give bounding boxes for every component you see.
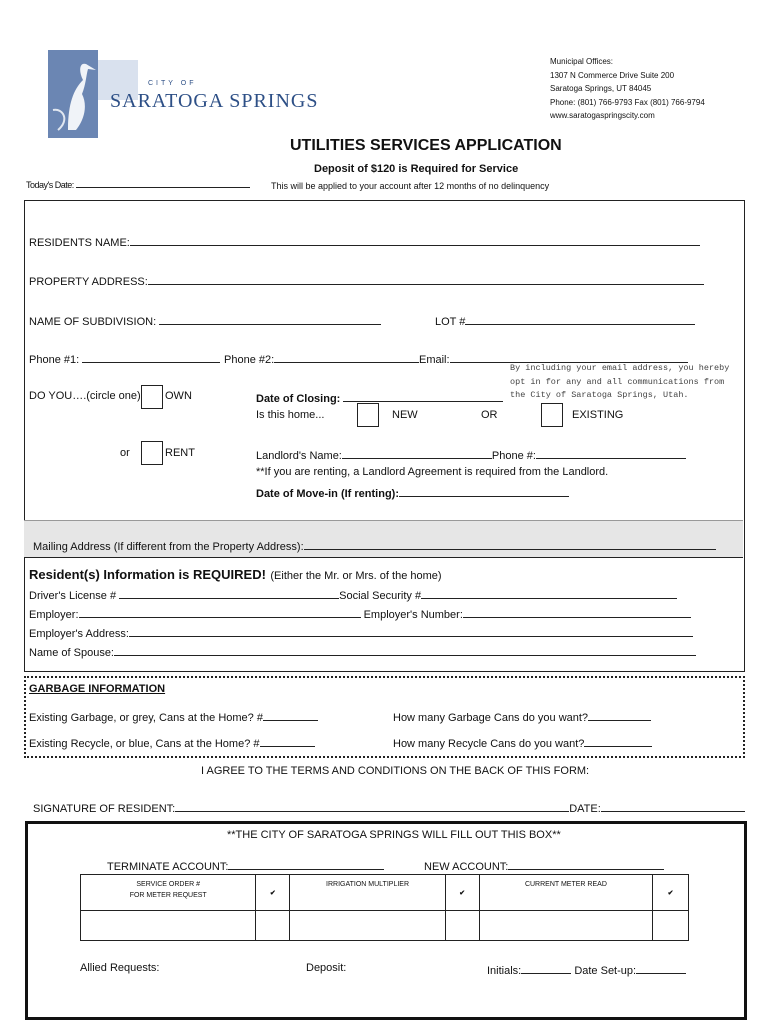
- own-checkbox[interactable]: [141, 385, 163, 409]
- landlord-name-input[interactable]: [342, 447, 492, 459]
- signature-label: SIGNATURE OF RESIDENT:: [33, 803, 176, 815]
- phone1-row: [29, 351, 220, 366]
- service-order-input[interactable]: [81, 911, 256, 941]
- ssn-label: Social Security #: [339, 590, 422, 602]
- employer-input[interactable]: [79, 606, 361, 618]
- terminate-row: [107, 858, 384, 873]
- spouse-input[interactable]: [114, 644, 696, 656]
- employer-address-row: [29, 625, 693, 640]
- signature-row: [33, 800, 745, 815]
- mailing-label: Mailing Address (If different from the Property Address):: [33, 541, 304, 553]
- new-account-input[interactable]: [508, 858, 664, 870]
- how-many-garbage-label: How many Garbage Cans do you want?: [393, 712, 589, 724]
- subdivision-input[interactable]: [159, 313, 381, 325]
- meter-table-header-row: [81, 875, 689, 911]
- deposit-line: Deposit of $120 is Required for Service: [314, 163, 519, 175]
- phone1-input[interactable]: [82, 351, 220, 363]
- office-address1: 1307 N Commerce Drive Suite 200: [550, 70, 675, 80]
- terminate-input[interactable]: [228, 858, 384, 870]
- how-many-recycle-label: How many Recycle Cans do you want?: [393, 738, 585, 750]
- existing-garbage-input[interactable]: [263, 709, 318, 721]
- irrigation-multiplier-input[interactable]: [290, 911, 446, 941]
- date-label: DATE:: [569, 803, 601, 815]
- or-label: OR: [481, 409, 498, 421]
- initials-input[interactable]: [521, 962, 571, 974]
- how-many-recycle-row: [393, 735, 652, 750]
- resident-info-heading: Resident(s) Information is REQUIRED!: [29, 567, 266, 582]
- resident-info-note: (Either the Mr. or Mrs. of the home): [270, 570, 442, 582]
- rent-label: RENT: [165, 447, 195, 459]
- lot-row: [435, 313, 695, 328]
- new-account-row: [424, 858, 664, 873]
- todays-date-row: [26, 176, 250, 190]
- new-checkbox[interactable]: [357, 403, 379, 427]
- phone2-input[interactable]: [274, 351, 419, 363]
- drivers-license-row: [29, 587, 677, 602]
- office-website: www.saratogaspringscity.com: [550, 111, 655, 120]
- landlord-phone-input[interactable]: [536, 447, 686, 459]
- todays-date-label: Today's Date:: [26, 180, 74, 190]
- employer-address-input[interactable]: [129, 625, 693, 637]
- how-many-garbage-input[interactable]: [588, 709, 651, 721]
- page-title: UTILITIES SERVICES APPLICATION: [290, 137, 562, 154]
- new-account-label: NEW ACCOUNT:: [424, 861, 509, 873]
- service-order-label: SERVICE ORDER #: [136, 881, 201, 888]
- subdivision-label: NAME OF SUBDIVISION:: [29, 316, 157, 328]
- meter-table-entry-row: [81, 911, 689, 941]
- is-this-home-label: Is this home...: [256, 409, 325, 421]
- municipal-info: [550, 55, 705, 123]
- move-in-label: Date of Move-in (If renting):: [256, 488, 399, 500]
- city-box-heading: **THE CITY OF SARATOGA SPRINGS WILL FILL OUT THIS BOX**: [227, 829, 561, 841]
- check-icon: ✔: [445, 875, 479, 911]
- meter-request-label: FOR METER REQUEST: [129, 892, 207, 899]
- logo-name: SARATOGA SPRINGS: [110, 90, 319, 112]
- rent-checkbox[interactable]: [141, 441, 163, 465]
- meter-read-check-input[interactable]: [653, 911, 689, 941]
- own-label: OWN: [165, 390, 192, 402]
- employer-address-label: Employer's Address:: [29, 628, 129, 640]
- landlord-phone-label: Phone #:: [491, 450, 536, 462]
- meter-table: [80, 874, 689, 941]
- how-many-garbage-row: [393, 709, 651, 724]
- signature-input[interactable]: [175, 800, 569, 812]
- existing-garbage-label: Existing Garbage, or grey, Cans at the Home? #: [29, 712, 263, 724]
- mailing-row: [33, 538, 716, 553]
- new-label: NEW: [392, 409, 418, 421]
- logo-small-text: CITY OF: [148, 80, 197, 87]
- initials-label: Initials:: [487, 965, 522, 977]
- residents-name-row: [29, 234, 700, 249]
- drivers-license-label: Driver's License #: [29, 590, 117, 602]
- irrigation-multiplier-label: IRRIGATION MULTIPLIER: [290, 875, 446, 911]
- phone2-row: [224, 351, 419, 366]
- agree-text: I AGREE TO THE TERMS AND CONDITIONS ON THE BACK OF THIS FORM:: [201, 765, 590, 777]
- ssn-input[interactable]: [421, 587, 677, 599]
- initials-row: [487, 962, 686, 977]
- closing-label: Date of Closing:: [256, 393, 341, 405]
- existing-label: EXISTING: [572, 409, 624, 421]
- lot-label: LOT #: [435, 316, 466, 328]
- office-phone: Phone: (801) 766-9793 Fax (801) 766-9794: [550, 97, 705, 107]
- landlord-name-label: Landlord's Name:: [256, 450, 342, 462]
- service-order-cell: [81, 875, 256, 911]
- do-you-label: DO YOU….(circle one): [29, 390, 141, 402]
- move-in-input[interactable]: [399, 485, 569, 497]
- closing-input[interactable]: [343, 390, 503, 402]
- existing-recycle-input[interactable]: [260, 735, 315, 747]
- date-input[interactable]: [601, 800, 745, 812]
- how-many-recycle-input[interactable]: [584, 735, 652, 747]
- irrigation-check-input[interactable]: [445, 911, 479, 941]
- current-meter-read-input[interactable]: [479, 911, 652, 941]
- terminate-label: TERMINATE ACCOUNT:: [107, 861, 229, 873]
- property-address-row: [29, 273, 704, 288]
- date-setup-input[interactable]: [636, 962, 686, 974]
- date-setup-label: Date Set-up:: [574, 965, 637, 977]
- existing-recycle-label: Existing Recycle, or blue, Cans at the Home? #: [29, 738, 260, 750]
- email-note: By including your email address, you hereby opt in for any and all communications from the City of Saratoga Springs, Utah.: [510, 363, 730, 400]
- phone1-label: Phone #1:: [29, 354, 80, 366]
- existing-checkbox[interactable]: [541, 403, 563, 427]
- check-icon: ✔: [256, 875, 290, 911]
- phone2-label: Phone #2:: [224, 354, 275, 366]
- existing-recycle-row: [29, 735, 315, 750]
- deposit-label: Deposit:: [306, 962, 347, 974]
- spouse-row: [29, 644, 696, 659]
- spouse-label: Name of Spouse:: [29, 647, 114, 659]
- property-address-input[interactable]: [148, 273, 704, 285]
- drivers-license-input[interactable]: [119, 587, 339, 599]
- service-order-check-input[interactable]: [256, 911, 290, 941]
- mailing-input[interactable]: [304, 538, 716, 550]
- office-label: Municipal Offices:: [550, 57, 613, 66]
- or-rent-label: or: [120, 447, 130, 459]
- email-label: Email:: [419, 354, 450, 366]
- deposit-note: This will be applied to your account after 12 months of no delinquency: [271, 181, 550, 191]
- existing-garbage-row: [29, 709, 318, 724]
- property-address-label: PROPERTY ADDRESS:: [29, 276, 148, 288]
- landlord-note: **If you are renting, a Landlord Agreement is required from the Landlord.: [256, 466, 609, 478]
- move-in-row: [256, 485, 569, 500]
- check-icon: ✔: [653, 875, 689, 911]
- employer-label: Employer:: [29, 609, 79, 621]
- residents-name-input[interactable]: [130, 234, 700, 246]
- subdivision-row: [29, 313, 381, 328]
- employer-number-input[interactable]: [463, 606, 691, 618]
- employer-number-label: Employer's Number:: [363, 609, 463, 621]
- landlord-row: [256, 447, 686, 462]
- current-meter-read-label: CURRENT METER READ: [479, 875, 652, 911]
- allied-requests-label: Allied Requests:: [80, 962, 160, 974]
- employer-row: [29, 606, 691, 621]
- office-address2: Saratoga Springs, UT 84045: [550, 84, 652, 93]
- residents-name-label: RESIDENTS NAME:: [29, 237, 130, 249]
- closing-row: [256, 390, 503, 405]
- resident-info-heading-row: [29, 566, 442, 584]
- lot-input[interactable]: [465, 313, 695, 325]
- city-logo: [48, 50, 323, 138]
- todays-date-input[interactable]: [76, 176, 250, 188]
- garbage-heading: GARBAGE INFORMATION: [29, 683, 166, 695]
